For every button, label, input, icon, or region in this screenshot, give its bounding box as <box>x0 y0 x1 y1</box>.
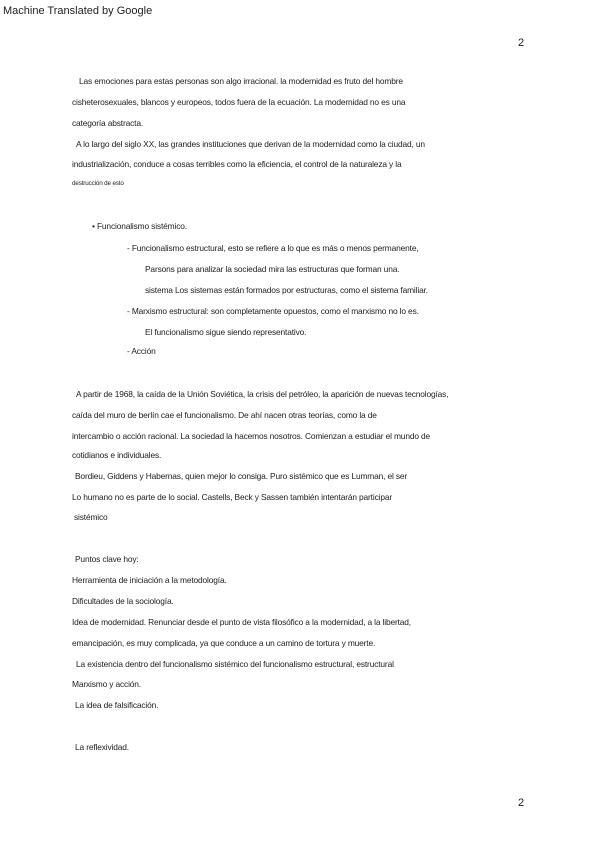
sub-item: - Acción <box>127 346 156 356</box>
sub-item: - Funcionalismo estructural, esto se refiere a lo que es más o menos permanente, <box>127 243 419 253</box>
sub-item-text: sistema Los sistemas están formados por estructuras, como el sistema familiar. <box>145 285 428 295</box>
text-line: A partir de 1968, la caída de la Unión Soviética, la crisis del petróleo, la aparición de nuevas tecnologías, <box>76 389 449 399</box>
text-line: intercambio o acción racional. La sociedad la hacemos nosotros. Comienzan a estudiar el mundo de <box>72 431 431 441</box>
text-line: La reflexividad. <box>75 742 129 752</box>
text-line: industrialización, conduce a cosas terribles como la eficiencia, el control de la naturaleza y la <box>72 159 402 169</box>
text-line: destrucción de esto <box>72 180 124 187</box>
page-number-bottom: 2 <box>518 797 525 809</box>
text-line: A lo largo del siglo XX, las grandes instituciones que derivan de la modernidad como la ciudad, un <box>76 139 425 149</box>
sub-item-text: Parsons para analizar la sociedad mira las estructuras que forman una. <box>145 264 400 274</box>
text-line: La idea de falsificación. <box>75 700 159 710</box>
text-line: sistémico <box>74 512 108 522</box>
text-line: caída del muro de berlín cae el funcionalismo. De ahí nacen otras teorías, como la de <box>72 410 377 420</box>
text-line: Marxismo y acción. <box>72 679 141 689</box>
text-line: Bordieu, Giddens y Habernas, quien mejor lo consiga. Puro sistémico que es Lumman, el ser <box>75 471 408 481</box>
page-number-top: 2 <box>518 37 525 49</box>
text-line: cisheterosexuales, blancos y europeos, todos fuera de la ecuación. La modernidad no es una <box>72 97 406 107</box>
sub-item: - Marxismo estructural: son completamente opuestos, como el marxismo no lo es. <box>127 306 419 316</box>
text-line: Lo humano no es parte de lo social. Castells, Beck y Sassen también intentarán participar <box>72 492 392 502</box>
text-line: categoría abstracta. <box>72 118 144 128</box>
text-line: La existencia dentro del funcionalismo sistémico del funcionalismo estructural, estructural <box>76 659 394 669</box>
text-line: Idea de modernidad. Renunciar desde el punto de vista filosófico a la modernidad, a la libertad, <box>72 617 411 627</box>
text-line: emancipación, es muy complicada, ya que conduce a un camino de tortura y muerte. <box>72 638 376 648</box>
machine-translated-header: Machine Translated by Google <box>3 5 153 17</box>
bullet-item: • Funcionalismo sistémico. <box>92 221 187 231</box>
sub-item-text: El funcionalismo sigue siendo representativo. <box>145 327 307 337</box>
text-line: Puntos clave hoy: <box>75 554 139 564</box>
text-line: Las emociones para estas personas son algo irracional. la modernidad es fruto del hombre <box>79 76 403 86</box>
text-line: Dificultades de la sociología. <box>72 596 174 606</box>
text-line: cotidianos e individuales. <box>72 450 162 460</box>
text-line: Herramienta de iniciación a la metodología. <box>72 575 227 585</box>
